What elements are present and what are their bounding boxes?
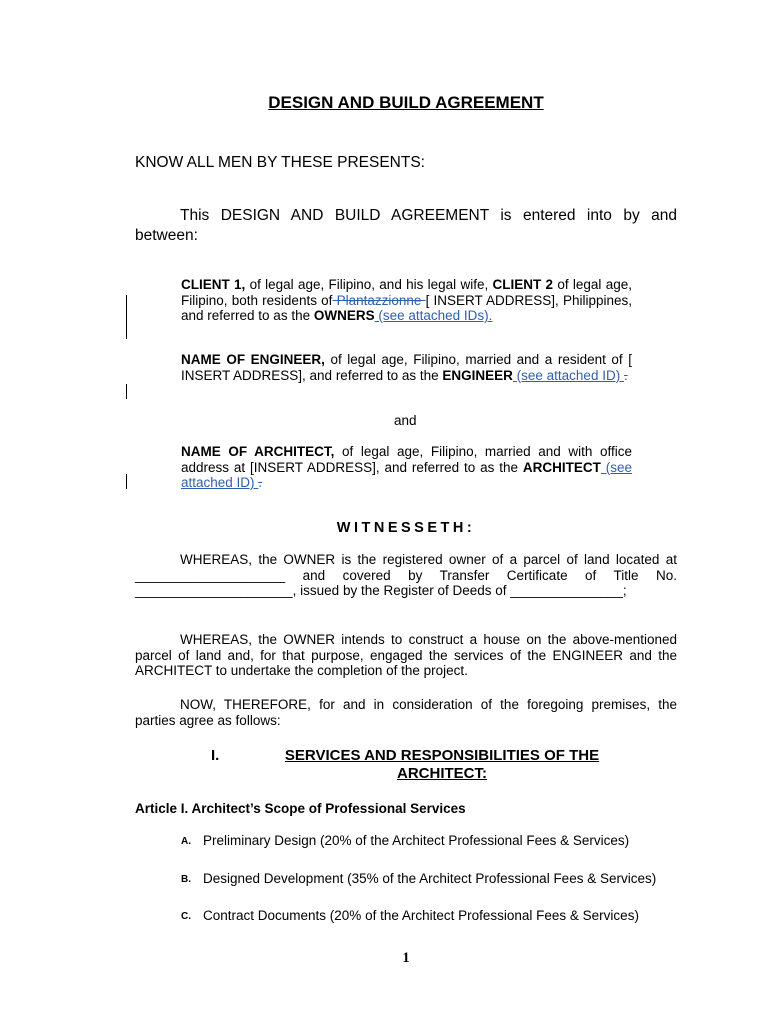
list-item bbox=[181, 871, 677, 887]
party-client-paragraph: CLIENT 1, of legal age, Filipino, and his legal wife, CLIENT 2 of legal age, Filipino, both residents of Plantazzionne [ INSERT ADDRESS], Philippines, and referred to as the OWNERS (see attached IDs). bbox=[181, 277, 632, 323]
list-item-text: Preliminary Design (20% of the Architect Professional Fees & Services) bbox=[203, 833, 630, 848]
list-item bbox=[181, 833, 677, 849]
and-separator: and bbox=[394, 413, 417, 428]
list-marker: A. bbox=[181, 836, 191, 847]
list-marker: C. bbox=[181, 911, 191, 922]
inserted-text: (see attached IDs). bbox=[374, 308, 493, 323]
know-all-men-heading: KNOW ALL MEN BY THESE PRESENTS: bbox=[135, 154, 425, 171]
now-therefore-paragraph: NOW, THEREFORE, for and in consideration of the foregoing premises, the parties agree as follows: bbox=[135, 697, 677, 728]
engineer-name: NAME OF ENGINEER, bbox=[181, 352, 325, 367]
party-architect-paragraph: NAME OF ARCHITECT, of legal age, Filipino, married and with office address at [INSERT ADDRESS], and referred to as the ARCHITECT (see attached ID) . bbox=[181, 444, 632, 490]
client1-name: CLIENT 1, bbox=[181, 277, 246, 292]
architect-role: ARCHITECT bbox=[522, 459, 601, 475]
architect-name: NAME OF ARCHITECT, bbox=[181, 444, 335, 459]
article-heading: Article I. Architect’s Scope of Professional Services bbox=[135, 801, 466, 816]
page-number: 1 bbox=[402, 950, 410, 966]
deleted-text: Plantazzionne bbox=[332, 292, 426, 308]
list-item bbox=[181, 908, 677, 924]
change-bar bbox=[126, 474, 127, 489]
inserted-text: (see attached ID) bbox=[181, 459, 632, 490]
change-bar bbox=[126, 295, 127, 339]
engineer-role: ENGINEER bbox=[442, 367, 513, 383]
document-title: DESIGN AND BUILD AGREEMENT bbox=[268, 93, 544, 112]
list-marker: B. bbox=[181, 874, 191, 885]
section-number: I. bbox=[211, 747, 220, 764]
intro-paragraph: This DESIGN AND BUILD AGREEMENT is entered into by and between: bbox=[135, 207, 677, 244]
client2-name: CLIENT 2 bbox=[492, 277, 554, 292]
party-engineer-paragraph: NAME OF ENGINEER, of legal age, Filipino, married and a resident of [ INSERT ADDRESS], and referred to as the ENGINEER (see attached ID) . bbox=[181, 352, 632, 383]
whereas-paragraph-2: WHEREAS, the OWNER intends to construct a house on the above-mentioned parcel of land and, for that purpose, engaged the services of the ENGINEER and the ARCHITECT to undertake the completion of the project. bbox=[135, 632, 677, 678]
list-item-text: Designed Development (35% of the Architect Professional Fees & Services) bbox=[203, 871, 657, 886]
witnesseth-heading: WITNESSETH: bbox=[336, 520, 476, 536]
section-title: SERVICES AND RESPONSIBILITIES OF THE ARCHITECT: bbox=[284, 747, 600, 782]
inserted-text: (see attached ID) bbox=[512, 367, 624, 383]
list-item-text: Contract Documents (20% of the Architect Professional Fees & Services) bbox=[203, 908, 639, 923]
owners-role: OWNERS bbox=[313, 308, 375, 323]
change-bar bbox=[126, 384, 127, 399]
whereas-paragraph-1: WHEREAS, the OWNER is the registered owner of a parcel of land located at ____________________ and covered by Transfer Certificate of Title No. _____________________, issued by the Register of Deeds of _______________; bbox=[135, 552, 677, 598]
